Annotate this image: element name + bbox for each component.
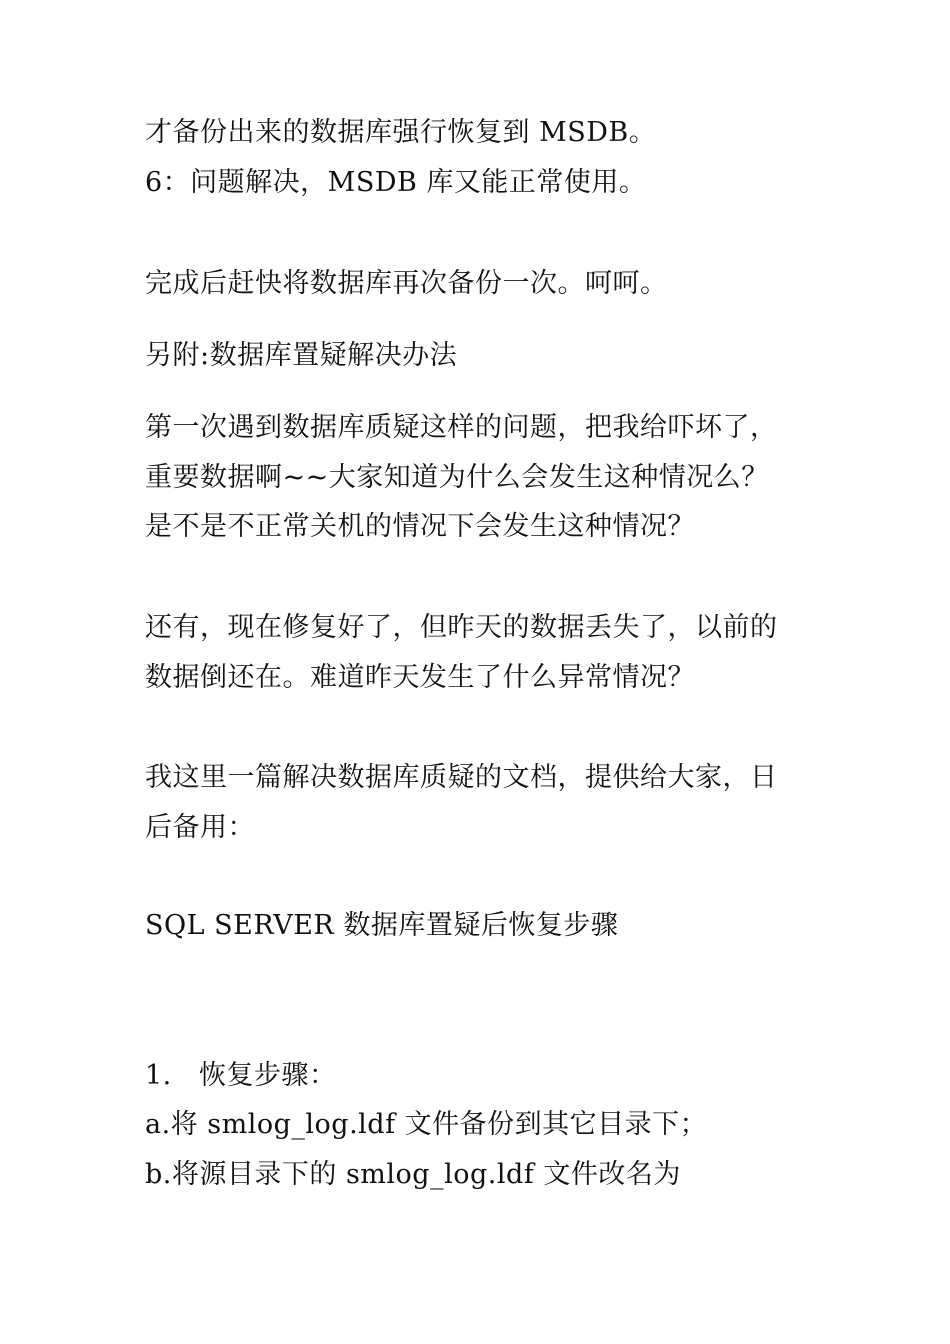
text-line-repaired: 还有，现在修复好了，但昨天的数据丢失了，以前的 xyxy=(145,612,778,643)
text-line-data-remains: 数据倒还在。难道昨天发生了什么异常情况？ xyxy=(145,662,695,693)
section-title-sql-server-recovery: SQL SERVER 数据库置疑后恢复步骤 xyxy=(145,910,619,941)
text-line-important-data: 重要数据啊~~大家知道为什么会发生这种情况么？ xyxy=(145,462,769,493)
text-line-document-offer: 我这里一篇解决数据库质疑的文档，提供给大家，日 xyxy=(145,762,778,793)
text-line-first-encounter: 第一次遇到数据库质疑这样的问题，把我给吓坏了， xyxy=(145,412,778,443)
text-line-for-later: 后备用： xyxy=(145,812,255,843)
section-heading-suspect-fix: 另附:数据库置疑解决办法 xyxy=(145,340,458,371)
text-line-step-6: 6：问题解决，MSDB 库又能正常使用。 xyxy=(145,167,647,198)
text-line-backup-again: 完成后赶快将数据库再次备份一次。呵呵。 xyxy=(145,268,668,299)
list-item-step-b: b.将源目录下的 smlog_log.ldf 文件改名为 xyxy=(145,1159,681,1190)
text-line-restore-msdb: 才备份出来的数据库强行恢复到 MSDB。 xyxy=(145,117,657,148)
list-item-recovery-steps: 1. 恢复步骤： xyxy=(145,1060,337,1091)
list-item-step-a: a.将 smlog_log.ldf 文件备份到其它目录下； xyxy=(145,1109,708,1140)
text-line-abnormal-shutdown: 是不是不正常关机的情况下会发生这种情况？ xyxy=(145,511,695,542)
